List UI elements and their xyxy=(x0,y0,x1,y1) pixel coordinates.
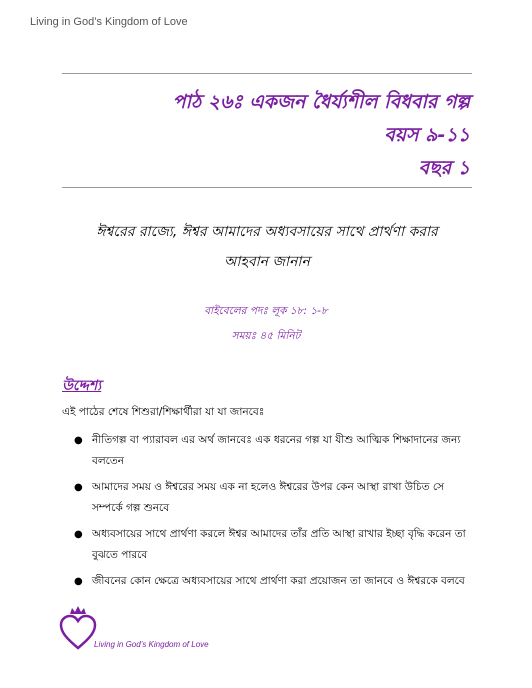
list-item: ● আমাদের সময় ও ঈশ্বরের সময় এক না হলেও ঈশ্বরের উপর কেন আস্থা রাখা উচিত সে সম্পর্কে গল্প শুনবে xyxy=(62,477,472,519)
lesson-theme-line-2: আহবান জানান xyxy=(224,254,310,270)
lesson-title-block xyxy=(173,86,470,185)
top-divider xyxy=(62,73,472,74)
list-item: ● নীতিগল্প বা প্যারাবল এর অর্থ জানবেঃ এক ধরনের গল্প যা যীশু আত্মিক শিক্ষাদানের জন্য বলতেন xyxy=(62,430,472,472)
lesson-theme xyxy=(62,217,472,277)
footer-text: Living in God’s Kingdom of Love xyxy=(94,640,209,649)
age-range: বয়স ৯-১১ xyxy=(384,124,470,146)
bullet-icon: ● xyxy=(74,529,83,540)
bottom-divider xyxy=(62,187,472,188)
bullet-icon: ● xyxy=(74,576,83,587)
list-item: ● অধ্যবসায়ের সাথে প্রার্থণা করলে ঈশ্বর আমাদের তাঁর প্রতি আস্থা রাখার ইচ্ছা বৃদ্ধি করেন তা বুঝতে পারবে xyxy=(62,524,472,566)
objectives-intro: এই পাঠের শেষে শিশুরা/শিক্ষার্থীরা যা যা জানবেঃ xyxy=(62,406,265,418)
objectives-heading: উদ্দেশ্য xyxy=(62,378,102,394)
objectives-list xyxy=(62,430,472,597)
bullet-icon: ● xyxy=(74,482,83,493)
lesson-theme-line-1: ঈশ্বরের রাজ্যে, ঈশ্বর আমাদের অধ্যবসায়ের সাথে প্রার্থণা করার xyxy=(96,224,438,240)
lesson-duration: সময়ঃ ৪৫ মিনিট xyxy=(231,330,301,342)
list-item: ● জীবনের কোন ক্ষেত্রে অধ্যবসায়ের সাথে প্রার্থণা করা প্রয়োজন তা জানবে ও ঈশ্বরকে বলবে xyxy=(62,571,472,592)
bullet-icon: ● xyxy=(74,435,83,446)
year-label: বছর ১ xyxy=(418,157,470,179)
page-header: Living in God’s Kingdom of Love xyxy=(30,16,188,28)
bible-reference: বাইবেলের পদঃ লূক ১৮: ১-৮ xyxy=(204,305,328,317)
crown-heart-icon xyxy=(58,604,98,652)
lesson-title: পাঠ ২৬ঃ একজন ধৈর্য্যশীল বিধবার গল্প xyxy=(172,91,470,113)
